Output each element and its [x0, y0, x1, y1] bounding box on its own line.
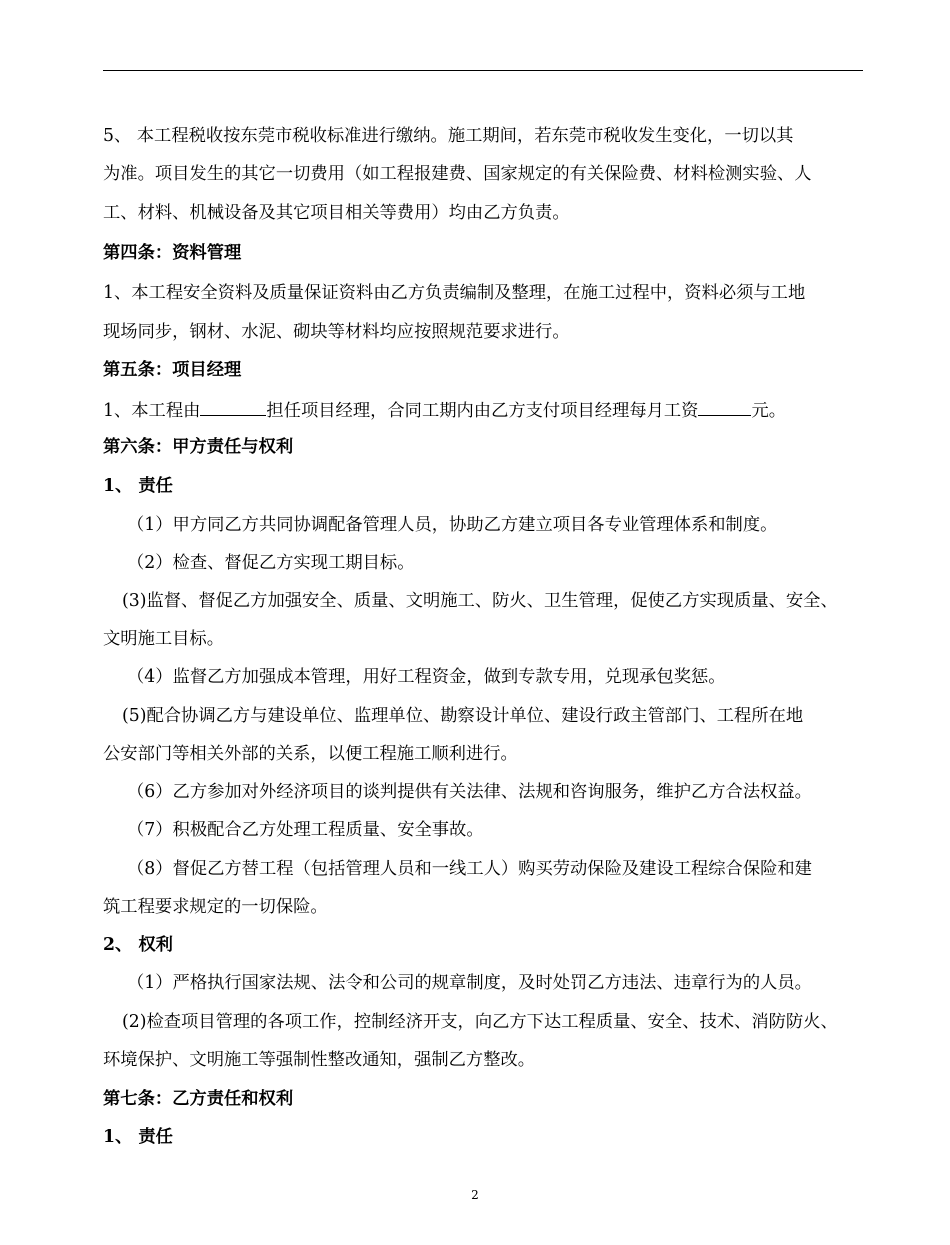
text-line: 文明施工目标。 [103, 629, 224, 649]
text-line: 5、 本工程税收按东莞市税收标准进行缴纳。施工期间，若东莞市税收发生变化，一切以其 [103, 126, 794, 146]
text-line: 工、材料、机械设备及其它项目相关等费用）均由乙方负责。 [103, 203, 570, 223]
text-line: 筑工程要求规定的一切保险。 [103, 897, 328, 917]
list-item: （1）甲方同乙方共同协调配备管理人员，协助乙方建立项目各专业管理体系和制度。 [127, 515, 778, 535]
list-item: （8）督促乙方替工程（包括管理人员和一线工人）购买劳动保险及建设工程综合保险和建 [127, 859, 812, 879]
section-heading-5: 第五条：项目经理 [103, 360, 242, 380]
subheading-responsibility: 1、 责任 [103, 1127, 173, 1147]
list-item: （4）监督乙方加强成本管理，用好工程资金，做到专款专用，兑现承包奖惩。 [127, 667, 726, 687]
text-segment: 元。 [751, 401, 787, 421]
section-heading-6: 第六条：甲方责任与权利 [103, 437, 294, 457]
list-item: （6）乙方参加对外经济项目的谈判提供有关法律、法规和咨询服务，维护乙方合法权益。 [127, 782, 812, 802]
section-heading-7: 第七条：乙方责任和权利 [103, 1089, 294, 1109]
text-line: 为准。项目发生的其它一切费用（如工程报建费、国家规定的有关保险费、材料检测实验、人 [103, 164, 812, 184]
text-segment: 担任项目经理，合同工期内由乙方支付项目经理每月工资 [266, 401, 699, 421]
list-item: (2)检查项目管理的各项工作，控制经济开支，向乙方下达工程质量、安全、技术、消防防火、 [122, 1012, 838, 1032]
header-rule [103, 70, 863, 71]
page-number: 2 [471, 1188, 479, 1202]
text-segment: 1、本工程由 [103, 401, 201, 421]
text-line-with-blanks [103, 398, 786, 420]
text-line: 现场同步，钢材、水泥、砌块等材料均应按照规范要求进行。 [103, 322, 570, 342]
list-item: （1）严格执行国家法规、法令和公司的规章制度，及时处罚乙方违法、违章行为的人员。 [127, 973, 812, 993]
subheading-rights: 2、 权利 [103, 935, 173, 955]
text-line: 1、本工程安全资料及质量保证资料由乙方负责编制及整理，在施工过程中，资料必须与工地 [103, 283, 806, 303]
text-line: 环境保护、文明施工等强制性整改通知，强制乙方整改。 [103, 1050, 536, 1070]
list-item: （2）检查、督促乙方实现工期目标。 [127, 553, 415, 573]
list-item: (3)监督、督促乙方加强安全、质量、文明施工、防火、卫生管理，促使乙方实现质量、安全、 [122, 591, 838, 611]
list-item: （7）积极配合乙方处理工程质量、安全事故。 [127, 820, 484, 840]
text-line: 公安部门等相关外部的关系，以便工程施工顺利进行。 [103, 744, 518, 764]
section-heading-4: 第四条：资料管理 [103, 243, 242, 263]
fill-blank-manager [200, 398, 266, 416]
fill-blank-salary [698, 398, 751, 416]
subheading-responsibility: 1、 责任 [103, 476, 173, 496]
list-item: (5)配合协调乙方与建设单位、监理单位、勘察设计单位、建设行政主管部门、工程所在地 [122, 706, 804, 726]
